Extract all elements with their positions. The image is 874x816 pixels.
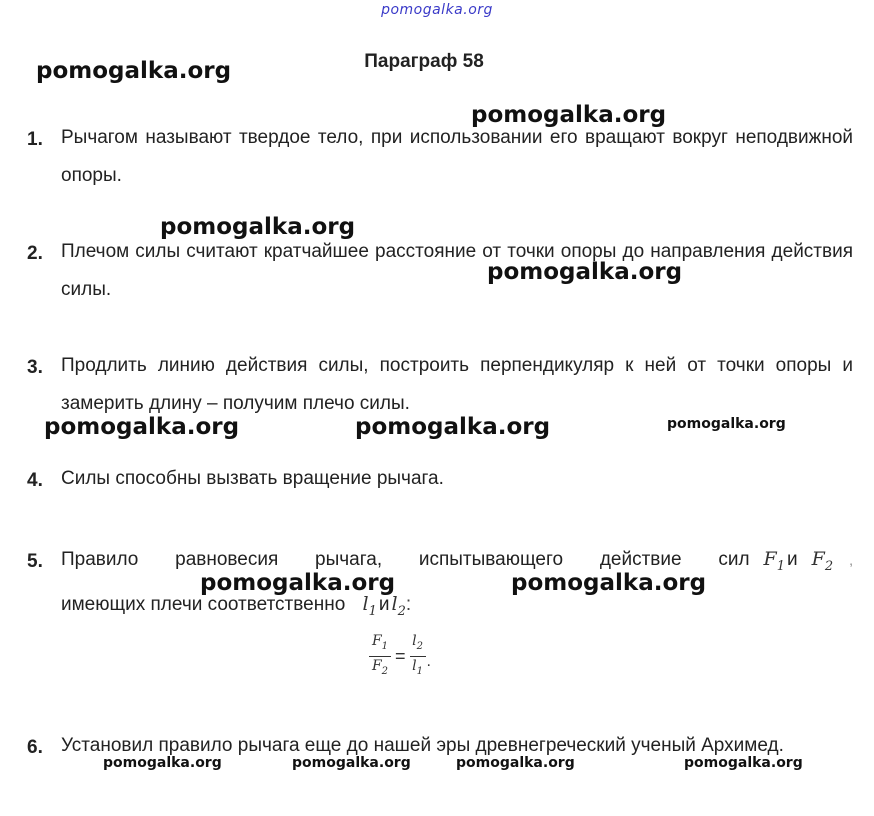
watermark: pomogalka.org [103,755,222,771]
formula-period: . [426,653,431,671]
item-5-comma: , [849,552,853,568]
watermark: pomogalka.org [487,259,683,285]
math-l1: $l_1$ [362,593,377,619]
item-5-line-1 [61,548,853,574]
item-5-conj-2: и [378,594,390,615]
fraction-l2-over-l1: $\frac{l_2}{l_1}$ [410,633,426,680]
watermark: pomogalka.org [36,58,232,84]
item-5-text-a: Правило равновесия рычага, испытывающего действие сил [61,549,750,570]
item-5-line-2 [61,593,411,619]
item-5-number: 5. [27,551,43,572]
watermark: pomogalka.org [511,570,707,596]
watermark: pomogalka.org [355,414,551,440]
item-6-number: 6. [27,737,43,758]
item-2-number: 2. [27,243,43,264]
watermark: pomogalka.org [667,416,786,432]
watermark: pomogalka.org [160,214,356,240]
item-5-colon: : [405,594,412,615]
page-title: Параграф 58 [364,51,484,72]
item-1-text: Рычагом называют твердое тело, при использовании его вращают вокруг неподвижной опоры. [61,127,853,186]
item-1-number: 1. [27,129,43,150]
math-F1: $F_1$ [763,548,786,574]
watermark: pomogalka.org [292,755,411,771]
watermark: pomogalka.org [200,570,396,596]
item-5-text-b: имеющих плечи соответственно [61,594,346,615]
watermark: pomogalka.org [456,755,575,771]
item-5-conj: и [787,549,798,570]
math-F2: $F_2$ [811,548,834,574]
watermark: pomogalka.org [44,414,240,440]
item-6-text: Установил правило рычага еще до нашей эры древнегреческий ученый Архимед. [61,735,784,756]
lever-formula [369,633,431,680]
math-l2: $l_2$ [391,593,406,619]
item-3-number: 3. [27,357,43,378]
top-watermark: pomogalka.org [381,2,493,18]
item-3-text: Продлить линию действия силы, построить перпендикуляр к ней от точки опоры и замерить длину – получим плечо силы. [61,355,853,414]
equals-sign: = [395,645,406,666]
item-4-text: Силы способны вызвать вращение рычага. [61,468,444,489]
item-2-text: Плечом силы считают кратчайшее расстояние от точки опоры до направления действия силы. [61,241,853,300]
watermark: pomogalka.org [684,755,803,771]
watermark: pomogalka.org [471,102,667,128]
fraction-F1-over-F2: $\frac{F_1}{F_2}$ [369,633,391,680]
item-4-number: 4. [27,470,43,491]
